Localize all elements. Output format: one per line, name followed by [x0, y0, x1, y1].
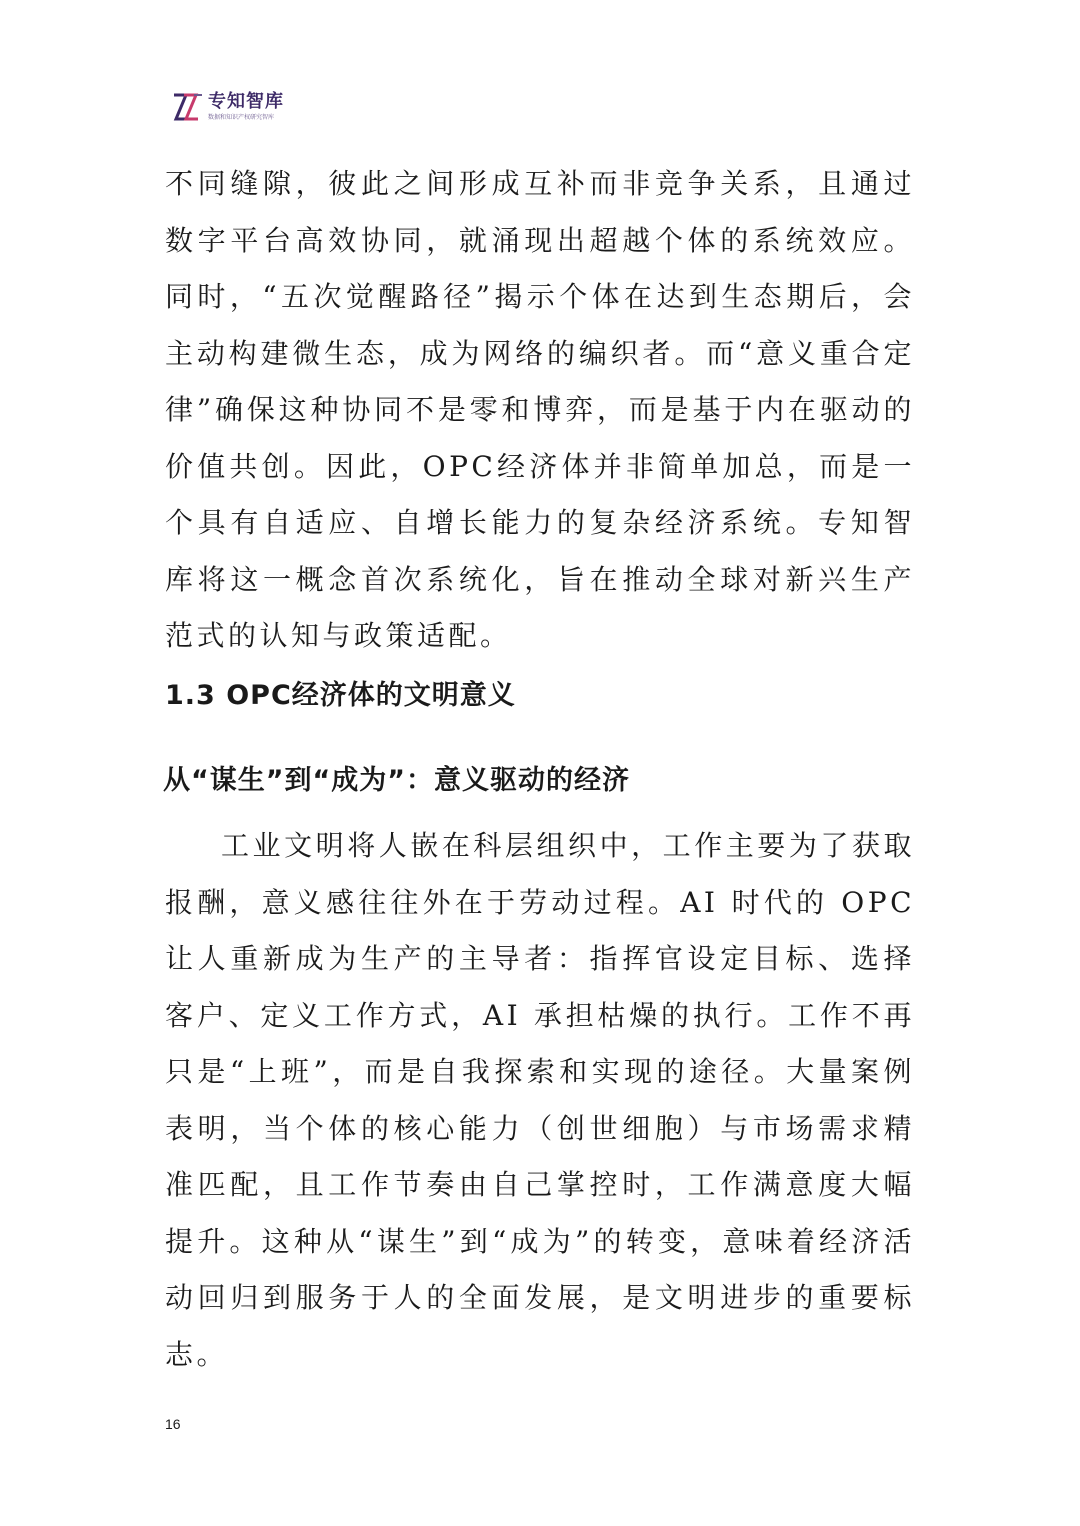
continued-paragraph: 不同缝隙，彼此之间形成互补而非竞争关系，且通过数字平台高效协同，就涌现出超越个体的系统效应。同时，“五次觉醒路径”揭示个体在达到生态期后，会主动构建微生态，成为网络的编织者。而“意义重合定律”确保这种协同不是零和博弈，而是基于内在驱动的价值共创。因此，OPC经济体并非简单加总，而是一个具有自适应、自增长能力的复杂经济系统。专知智库将这一概念首次系统化，旨在推动全球对新兴生产范式的认知与政策适配。 [165, 167, 915, 652]
body-paragraph: 工业文明将人嵌在科层组织中，工作主要为了获取报酬，意义感往往外在于劳动过程。AI 时代的 OPC 让人重新成为生产的主导者：指挥官设定目标、选择客户、定义工作方式，AI 承担枯燥的执行。工作不再只是“上班”，而是自我探索和实现的途径。大量案例表明，当个体的核心能力（创世细胞）与市场需求精准匹配，且工作节奏由自己掌控时，工作满意度大幅提升。这种从“谋生”到“成为”的转变，意味着经济活动回归到服务于人的全面发展，是文明进步的重要标志。 [165, 829, 915, 1371]
sub-heading: 从“谋生”到“成为”：意义驱动的经济 [163, 765, 630, 796]
logo-subtitle: 数据和知识产权研究智库 [208, 114, 275, 121]
logo-title: 专知智库 [208, 91, 284, 112]
page-number: 16 [165, 1416, 181, 1432]
section-heading: 1.3 OPC经济体的文明意义 [165, 680, 516, 711]
logo-text [208, 92, 284, 122]
page-header [172, 92, 284, 132]
zhuanzhi-logo-icon [172, 92, 204, 122]
